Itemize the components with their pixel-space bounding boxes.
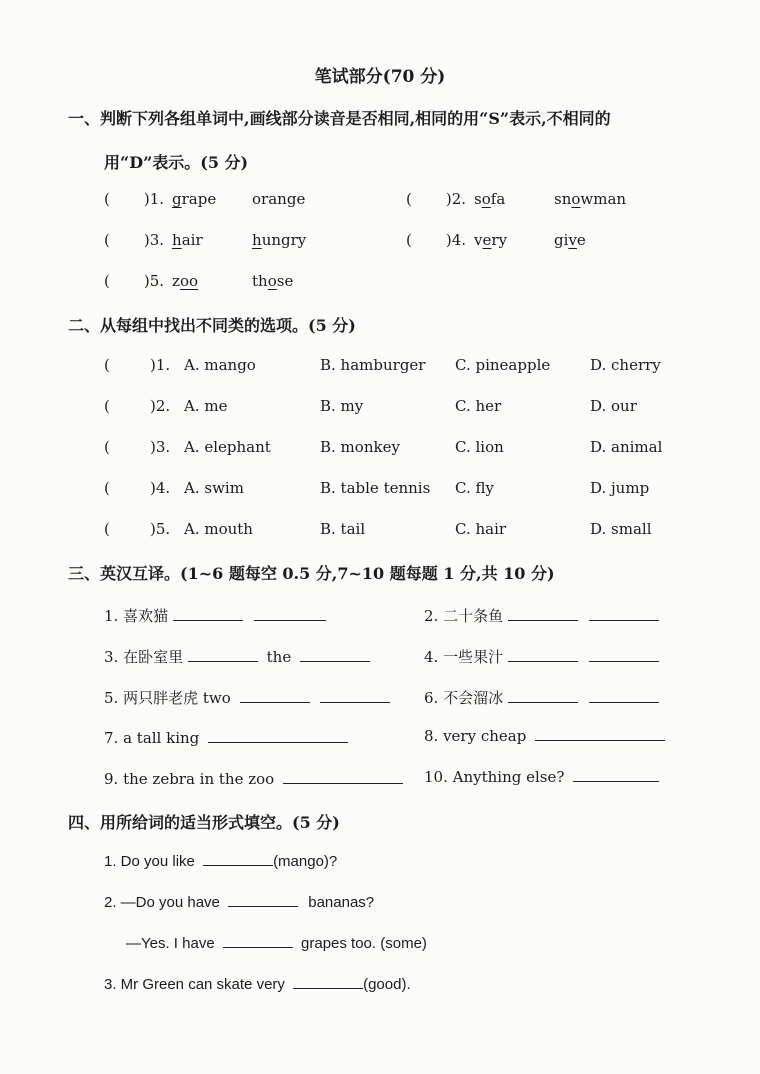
s3-q2 — [424, 605, 659, 626]
answer-blank[interactable] — [508, 688, 578, 703]
answer-paren[interactable]: ( — [406, 190, 412, 208]
s3-q9 — [104, 769, 403, 788]
answer-blank[interactable] — [589, 647, 659, 662]
word-part: or — [252, 190, 269, 208]
section-2-heading: 二、从每组中找出不同类的选项。(5 分) — [68, 316, 356, 335]
s3-q8-text: 8. very cheap — [424, 727, 527, 745]
word-2 — [554, 190, 644, 208]
s4-q2-reply: —Yes. I have — [126, 935, 215, 952]
answer-blank[interactable] — [589, 688, 659, 703]
word-part: wman — [580, 190, 627, 208]
answer-blank[interactable] — [254, 606, 326, 621]
word-part: air — [181, 231, 203, 249]
s4-q1-text: 1. Do you like — [104, 853, 195, 870]
answer-blank[interactable] — [203, 851, 273, 866]
s3-q7-text: 7. a tall king — [104, 729, 200, 747]
s3-q4 — [424, 646, 659, 667]
s4-q2 — [104, 892, 374, 911]
underlined-part: g — [172, 190, 182, 208]
answer-paren[interactable]: ( — [104, 438, 110, 456]
item-number: )4. — [445, 231, 467, 249]
answer-paren[interactable]: ( — [104, 520, 110, 538]
word-part: ry — [491, 231, 508, 249]
underlined-part: h — [252, 231, 262, 249]
word-part: rape — [181, 190, 217, 208]
word-part: fa — [490, 190, 506, 208]
word-1 — [474, 190, 554, 208]
option-b[interactable]: B. table tennis — [320, 479, 431, 497]
s4-q1-hint: (mango)? — [273, 853, 338, 870]
s3-q3-the: the — [266, 648, 292, 666]
s4-q2-text-end: bananas? — [308, 894, 375, 911]
option-a[interactable]: A. swim — [184, 479, 244, 497]
underlined-part: o — [481, 190, 491, 208]
answer-blank[interactable] — [320, 688, 390, 703]
s3-q3 — [104, 646, 370, 667]
word-1 — [474, 231, 554, 249]
option-c[interactable]: C. pineapple — [455, 356, 551, 374]
answer-blank[interactable] — [508, 606, 578, 621]
item-number: )1. — [150, 356, 171, 374]
answer-blank[interactable] — [240, 688, 310, 703]
s4-q2-text: 2. —Do you have — [104, 894, 220, 911]
item-number: )2. — [445, 190, 467, 208]
word-part: ange — [268, 190, 306, 208]
answer-blank[interactable] — [293, 974, 363, 989]
s3-q6-text: 6. 不会溜冰 — [424, 689, 504, 707]
option-a[interactable]: A. mouth — [184, 520, 253, 538]
underlined-part: o — [571, 190, 581, 208]
word-2 — [252, 190, 342, 208]
answer-paren[interactable]: ( — [104, 190, 110, 208]
option-c[interactable]: C. fly — [455, 479, 494, 497]
item-number: )5. — [143, 272, 165, 290]
word-1 — [172, 272, 252, 290]
option-a[interactable]: A. mango — [184, 356, 256, 374]
word-part: gi — [554, 231, 569, 249]
s3-q10 — [424, 767, 659, 786]
answer-blank[interactable] — [283, 769, 403, 784]
answer-paren[interactable]: ( — [104, 479, 110, 497]
word-part: v — [474, 231, 483, 249]
underlined-part: v — [568, 231, 577, 249]
s3-q5 — [104, 687, 390, 708]
s3-q1 — [104, 605, 326, 626]
s4-q1 — [104, 851, 337, 870]
s3-q3-text: 3. 在卧室里 — [104, 648, 184, 666]
s1-item — [104, 231, 342, 249]
underlined-part: h — [172, 231, 182, 249]
word-2 — [252, 272, 342, 290]
item-number: )3. — [150, 438, 171, 456]
option-c[interactable]: C. her — [455, 397, 502, 415]
answer-blank[interactable] — [535, 726, 665, 741]
word-2 — [252, 231, 342, 249]
answer-blank[interactable] — [228, 892, 298, 907]
option-d[interactable]: D. cherry — [590, 356, 661, 374]
s1-item — [406, 231, 644, 249]
option-d[interactable]: D. small — [590, 520, 652, 538]
s1-item — [104, 272, 342, 290]
answer-blank[interactable] — [208, 728, 348, 743]
s3-q8 — [424, 726, 665, 745]
section-4-heading: 四、用所给词的适当形式填空。(5 分) — [68, 813, 340, 832]
option-d[interactable]: D. animal — [590, 438, 663, 456]
word-1 — [172, 190, 252, 208]
s4-q2-hint: grapes too. (some) — [301, 935, 427, 952]
word-1 — [172, 231, 252, 249]
s3-q9-text: 9. the zebra in the zoo — [104, 770, 275, 788]
section-1-heading: 一、判断下列各组单词中,画线部分读音是否相同,相同的用“S”表示,不相同的 — [68, 109, 611, 128]
underlined-part: o — [267, 272, 277, 290]
option-c[interactable]: C. hair — [455, 520, 507, 538]
answer-paren[interactable]: ( — [104, 231, 110, 249]
answer-paren[interactable]: ( — [104, 356, 110, 374]
answer-paren[interactable]: ( — [104, 397, 110, 415]
item-number: )5. — [150, 520, 171, 538]
answer-paren[interactable]: ( — [104, 272, 110, 290]
word-part: s — [474, 190, 482, 208]
s1-item — [104, 190, 342, 208]
option-b[interactable]: B. tail — [320, 520, 366, 538]
s3-q6 — [424, 687, 659, 708]
word-part: th — [252, 272, 268, 290]
option-c[interactable]: C. lion — [455, 438, 504, 456]
item-number: )4. — [150, 479, 171, 497]
s3-q5-text: 5. 两只胖老虎 two — [104, 689, 231, 707]
s1-item — [406, 190, 644, 208]
answer-blank[interactable] — [223, 933, 293, 948]
underlined-part: oo — [179, 272, 198, 290]
s4-q3 — [104, 974, 411, 993]
answer-blank[interactable] — [573, 767, 659, 782]
answer-blank[interactable] — [300, 647, 370, 662]
answer-paren[interactable]: ( — [406, 231, 412, 249]
s3-q2-text: 2. 二十条鱼 — [424, 607, 504, 625]
answer-blank[interactable] — [589, 606, 659, 621]
s3-q10-text: 10. Anything else? — [424, 768, 565, 786]
word-part: ungry — [261, 231, 307, 249]
option-a[interactable]: A. me — [184, 397, 228, 415]
s3-q4-text: 4. 一些果汁 — [424, 648, 504, 666]
section-3-heading: 三、英汉互译。(1~6 题每空 0.5 分,7~10 题每题 1 分,共 10 分) — [68, 564, 555, 583]
page-title: 笔试部分(70 分) — [314, 67, 446, 87]
s3-q1-text: 1. 喜欢猫 — [104, 607, 169, 625]
word-2 — [554, 231, 644, 249]
item-number: )2. — [150, 397, 171, 415]
option-d[interactable]: D. our — [590, 397, 637, 415]
answer-blank[interactable] — [508, 647, 578, 662]
item-number: )1. — [143, 190, 165, 208]
answer-blank[interactable] — [188, 647, 258, 662]
section-1-heading-cont: 用“D”表示。(5 分) — [104, 153, 249, 172]
option-b[interactable]: B. my — [320, 397, 364, 415]
item-number: )3. — [143, 231, 165, 249]
option-b[interactable]: B. monkey — [320, 438, 400, 456]
s4-q2-answer — [126, 933, 427, 952]
word-part: z — [172, 272, 180, 290]
s3-q7 — [104, 728, 348, 747]
option-b[interactable]: B. hamburger — [320, 356, 426, 374]
option-a[interactable]: A. elephant — [184, 438, 271, 456]
option-d[interactable]: D. jump — [590, 479, 650, 497]
word-part: se — [276, 272, 294, 290]
s4-q3-hint: (good). — [363, 976, 411, 993]
word-part: e — [576, 231, 586, 249]
answer-blank[interactable] — [173, 606, 243, 621]
word-part: sn — [554, 190, 572, 208]
underlined-part: e — [482, 231, 492, 249]
s4-q3-text: 3. Mr Green can skate very — [104, 976, 285, 993]
